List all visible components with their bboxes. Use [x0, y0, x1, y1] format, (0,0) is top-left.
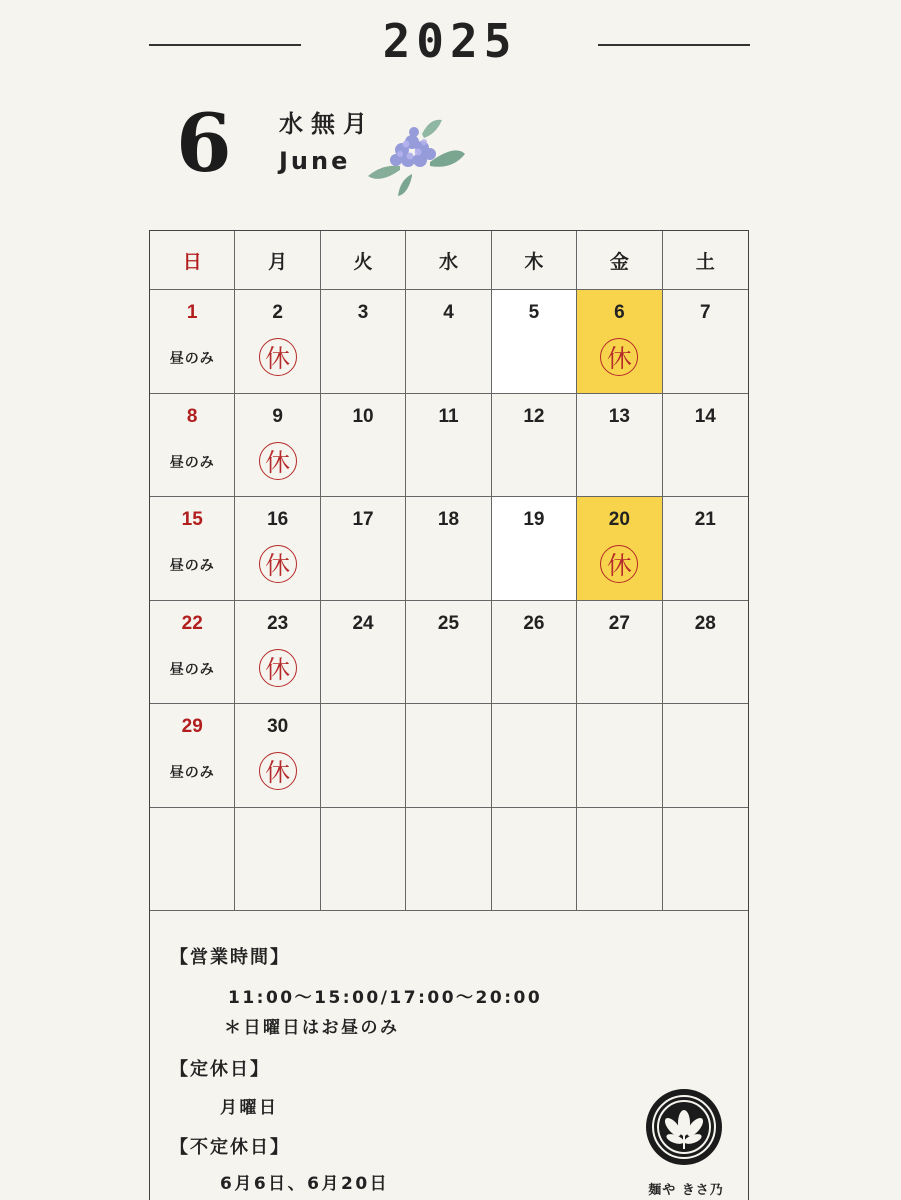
day-number: 17	[352, 509, 374, 530]
calendar-day-cell	[321, 601, 406, 705]
calendar-day-cell	[663, 394, 748, 498]
calendar-empty-cell	[406, 808, 491, 912]
day-number: 28	[694, 612, 716, 634]
weekday-header: 火	[321, 231, 406, 290]
calendar-day-cell	[492, 601, 577, 705]
day-number: 18	[437, 509, 460, 530]
day-number: 19	[523, 509, 545, 530]
year-left-rule	[149, 44, 301, 46]
calendar-day-cell	[235, 394, 320, 498]
closed-day-stamp: 休	[600, 545, 638, 583]
hydrangea-flower-icon	[360, 114, 470, 198]
lunch-only-note: 昼のみ	[169, 661, 215, 678]
closed-day-stamp: 休	[259, 649, 297, 687]
calendar-day-cell	[321, 290, 406, 394]
day-number: 20	[608, 509, 630, 530]
regular-holiday-label: 【定休日】	[170, 1059, 270, 1080]
day-number: 7	[699, 302, 711, 323]
calendar-empty-cell	[663, 808, 748, 912]
calendar-grid	[150, 231, 748, 911]
year-title: 2025	[382, 14, 518, 68]
calendar-empty-cell	[150, 808, 235, 912]
irregular-holiday-value: 6月6日、6月20日	[220, 1174, 390, 1194]
day-number: 16	[267, 509, 289, 530]
day-number: 5	[528, 302, 540, 323]
calendar-day-cell	[663, 601, 748, 705]
calendar-day-cell	[235, 601, 320, 705]
calendar-day-cell	[150, 290, 235, 394]
month-japanese-name: 水無月	[279, 110, 375, 138]
calendar-day-cell	[321, 394, 406, 498]
weekday-header: 月	[235, 231, 320, 290]
day-number: 21	[694, 509, 716, 530]
calendar-empty-cell	[321, 704, 406, 808]
calendar-empty-cell	[492, 704, 577, 808]
calendar-day-cell	[577, 394, 662, 498]
day-number: 22	[181, 612, 203, 634]
hours-note: ＊日曜日はお昼のみ	[224, 1018, 400, 1038]
lunch-only-note: 昼のみ	[169, 558, 215, 574]
calendar-day-cell	[150, 601, 235, 705]
calendar-empty-cell	[321, 808, 406, 912]
calendar-day-cell	[150, 497, 235, 601]
day-number: 1	[186, 302, 198, 323]
day-number: 10	[352, 405, 374, 427]
calendar-empty-cell	[492, 808, 577, 912]
day-number: 23	[267, 612, 289, 634]
weekday-header: 日	[150, 231, 235, 290]
family-crest-logo-icon	[644, 1087, 724, 1167]
day-number: 9	[272, 405, 283, 427]
calendar-day-cell	[235, 497, 320, 601]
calendar-empty-cell	[577, 704, 662, 808]
calendar-empty-cell	[577, 808, 662, 912]
calendar-day-cell	[577, 601, 662, 705]
day-number: 29	[181, 716, 203, 737]
lunch-only-note: 昼のみ	[169, 454, 215, 471]
regular-holiday-value: 月曜日	[220, 1098, 279, 1118]
day-number: 27	[608, 612, 630, 634]
calendar-day-cell	[150, 394, 235, 498]
month-english-name: June	[279, 147, 351, 175]
calendar-day-cell	[406, 290, 491, 394]
lunch-only-note: 昼のみ	[169, 765, 215, 781]
lunch-only-note: 昼のみ	[169, 351, 215, 367]
calendar-day-cell	[663, 497, 748, 601]
calendar-empty-cell	[406, 704, 491, 808]
calendar-day-cell	[492, 394, 577, 498]
day-number: 4	[443, 302, 454, 323]
day-number: 14	[694, 405, 716, 427]
day-number: 6	[614, 302, 625, 323]
closed-day-stamp: 休	[259, 442, 297, 480]
day-number: 3	[357, 302, 369, 323]
day-number: 2	[272, 302, 283, 323]
day-number: 15	[181, 509, 203, 530]
calendar-day-cell	[577, 290, 662, 394]
hours-label: 【営業時間】	[170, 947, 290, 968]
day-number: 30	[267, 716, 289, 737]
day-number: 24	[352, 612, 374, 634]
day-number: 12	[523, 405, 545, 427]
calendar-empty-cell	[663, 704, 748, 808]
day-number: 11	[438, 405, 459, 427]
calendar-day-cell	[406, 497, 491, 601]
weekday-header: 金	[577, 231, 662, 290]
hours-value: 11:00～15:00/17:00～20:00	[228, 988, 543, 1008]
closed-day-stamp: 休	[259, 752, 297, 790]
calendar-day-cell	[492, 497, 577, 601]
month-number: 6	[176, 96, 232, 190]
calendar-day-cell	[663, 290, 748, 394]
calendar-day-cell	[577, 497, 662, 601]
calendar-day-cell	[406, 394, 491, 498]
closed-day-stamp: 休	[600, 338, 638, 376]
year-right-rule	[598, 44, 750, 46]
calendar-day-cell	[150, 704, 235, 808]
day-number: 25	[437, 612, 460, 634]
calendar-day-cell	[321, 497, 406, 601]
day-number: 26	[523, 612, 545, 634]
day-number: 8	[186, 405, 198, 427]
calendar	[149, 230, 749, 1200]
irregular-holiday-label: 【不定休日】	[170, 1137, 290, 1158]
brand-name: 麺や きさ乃	[648, 1183, 724, 1198]
closed-day-stamp: 休	[259, 338, 297, 376]
weekday-header: 水	[406, 231, 491, 290]
weekday-header: 土	[663, 231, 748, 290]
calendar-day-cell	[492, 290, 577, 394]
day-number: 13	[608, 405, 630, 427]
calendar-day-cell	[406, 601, 491, 705]
weekday-header: 木	[492, 231, 577, 290]
calendar-day-cell	[235, 704, 320, 808]
calendar-empty-cell	[235, 808, 320, 912]
calendar-day-cell	[235, 290, 320, 394]
closed-day-stamp: 休	[259, 545, 297, 583]
